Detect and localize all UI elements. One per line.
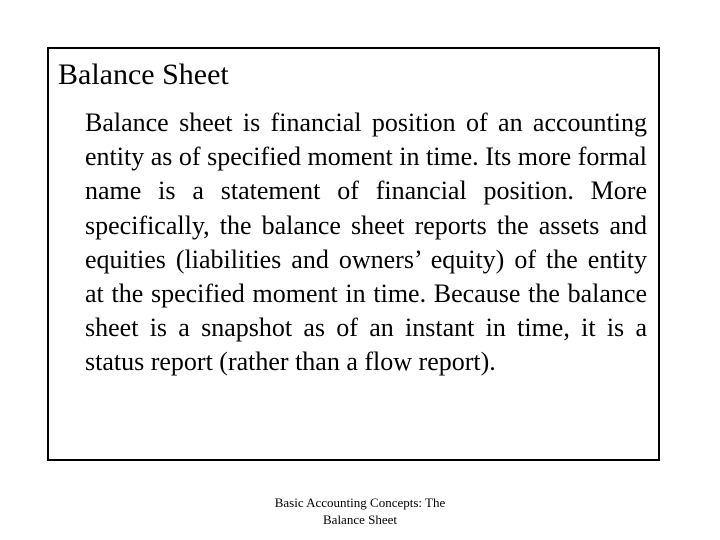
- slide-footer: [240, 494, 480, 528]
- footer-line-1: Basic Accounting Concepts: The: [274, 495, 446, 510]
- slide-title: Balance Sheet: [58, 58, 229, 91]
- footer-line-2: Balance Sheet: [323, 512, 397, 527]
- content-box: [47, 47, 660, 461]
- body-paragraph: Balance sheet is financial position of an accounting entity as of specified moment in time. Its more formal name is a statement of financial position. More specifically, the balance sheet reports the assets and equities (liabilities and owners’ equity) of the entity at the specified moment in time. Because the balance sheet is a snapshot as of an instant in time, it is a status report (rather than a flow report).: [85, 108, 647, 377]
